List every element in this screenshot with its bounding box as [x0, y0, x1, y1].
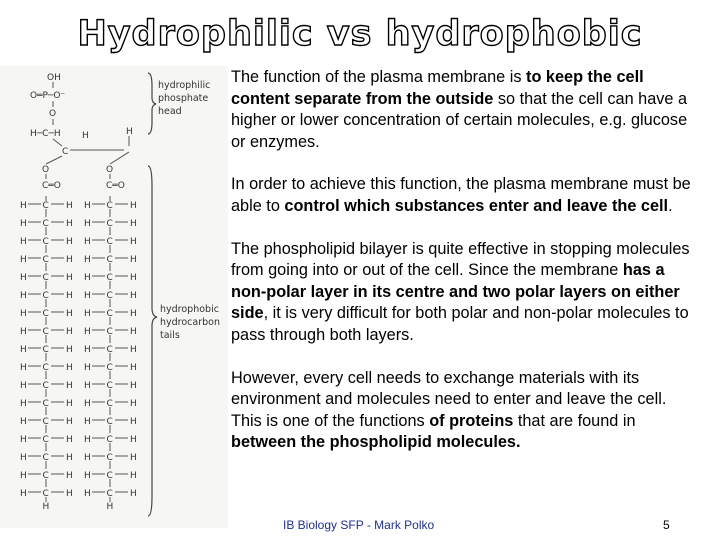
chain-right-carbon: C	[106, 363, 113, 373]
o-right-atom: O	[106, 165, 114, 175]
chain-left-carbon: C	[42, 327, 49, 337]
chain-right-carbon: C	[106, 381, 113, 391]
chain-left-h-right: H	[66, 201, 73, 211]
p1-text-a: The function of the plasma membrane is	[231, 68, 527, 86]
chain-right-h-left: H	[84, 201, 91, 211]
chain-left-h-right: H	[66, 219, 73, 229]
chain-right-h-right: H	[130, 399, 137, 409]
chain-left-h-left: H	[20, 435, 27, 445]
phosphate-head-group	[30, 73, 133, 191]
paragraph-function	[231, 67, 701, 153]
chain-right-h-right: H	[130, 381, 137, 391]
chain-left-h-left: H	[20, 255, 27, 265]
tail-label-line1: hydrophobic	[160, 304, 219, 315]
slide-title: Hydrophilic vs hydrophobic	[77, 14, 643, 54]
chain-left-carbon: C	[42, 201, 49, 211]
ester-oxygen: O	[49, 109, 57, 119]
chain-left-carbon: C	[42, 489, 49, 499]
chain-right-h-left: H	[84, 237, 91, 247]
p2-text-a: In order to achieve this function, the plasma membrane must be able to	[231, 175, 691, 215]
paragraph-control	[231, 174, 701, 217]
chain-right-h-right: H	[130, 363, 137, 373]
head-label-line3: head	[158, 106, 182, 117]
chain-left-h-right: H	[66, 291, 73, 301]
tail-label-line2: hydrocarbon	[160, 317, 220, 328]
head-label-line1: hydrophilic	[158, 80, 211, 91]
chain-right-h-left: H	[84, 219, 91, 229]
body-text	[231, 67, 701, 454]
chain-right-h-right: H	[130, 417, 137, 427]
chain-right-h-right: H	[130, 471, 137, 481]
chain-left-h-right: H	[66, 363, 73, 373]
chain-left-h-left: H	[20, 201, 27, 211]
chain-left-carbon: C	[42, 417, 49, 427]
chain-left-carbon: C	[42, 363, 49, 373]
page-number: 5	[663, 518, 670, 532]
chain-right-carbon: C	[106, 237, 113, 247]
chain-right-h-left: H	[84, 471, 91, 481]
phosphate-atoms: O═P─O⁻	[30, 91, 66, 101]
tail-bracket	[148, 166, 157, 516]
chain-right-h-left: H	[84, 345, 91, 355]
phospholipid-structure-diagram	[0, 66, 228, 528]
chain-right-carbon: C	[106, 201, 113, 211]
chain-right-carbon: C	[106, 273, 113, 283]
p2-text-c: .	[668, 196, 673, 215]
p4-text-c: that are found in	[513, 411, 636, 430]
carbonyl-left: C═O	[42, 181, 61, 191]
o-left-atom: O	[42, 165, 50, 175]
chain-left-h-left: H	[20, 399, 27, 409]
chain-left-carbon: C	[42, 237, 49, 247]
head-label-line2: phosphate	[158, 93, 209, 104]
chain-right-carbon: C	[106, 453, 113, 463]
oh-group: OH	[47, 73, 61, 83]
chain-right-h-left: H	[84, 453, 91, 463]
p1-text-bold: to keep the cell content separate from the outside	[231, 68, 644, 108]
chain-left-h-left: H	[20, 273, 27, 283]
chain-right-carbon: C	[106, 489, 113, 499]
chain-left-carbon: C	[42, 309, 49, 319]
chain-right-h-right: H	[130, 291, 137, 301]
chain-right-h-right: H	[130, 435, 137, 445]
chain-right-carbon: C	[106, 309, 113, 319]
chain-left-h-right: H	[66, 453, 73, 463]
chain-left-carbon: C	[42, 399, 49, 409]
p4-text-a: However, every cell needs to exchange materials with its environment and molecules need to enter and leave the cell. This is one of the functions	[231, 368, 667, 430]
chain-left-carbon: C	[42, 471, 49, 481]
p3-text-a: The phospholipid bilayer is quite effective in stopping molecules from going into or out of the cell. Since the membrane	[231, 239, 690, 280]
chain-right-carbon: C	[106, 399, 113, 409]
p3-text-c: , it is very difficult for both polar and non-polar molecules to pass through both layers.	[231, 304, 689, 344]
chain-right-h-left: H	[84, 291, 91, 301]
chain-right-h-left: H	[84, 381, 91, 391]
glycerol-carbon: C	[62, 147, 69, 157]
chain-right-carbon: C	[106, 345, 113, 355]
chain-left-h-left: H	[20, 453, 27, 463]
chain-left-h-right: H	[66, 237, 73, 247]
chain-left-h-right: H	[66, 399, 73, 409]
p4-text-bold-2: between the phospholipid molecules.	[231, 433, 521, 452]
chain-left-h-left: H	[20, 237, 27, 247]
ch2-group: H─C─H	[30, 129, 61, 139]
chain-left-h-left: H	[20, 327, 27, 337]
chain-left-h-right: H	[66, 381, 73, 391]
footer-credit: IB Biology SFP - Mark Polko	[283, 518, 435, 532]
chain-right-h-right: H	[130, 255, 137, 265]
chain-right-h-left: H	[84, 489, 91, 499]
chain-left-h-right: H	[66, 489, 73, 499]
chain-right-h-terminal: H	[106, 502, 114, 512]
chain-right-h-left: H	[84, 273, 91, 283]
chain-left-h-left: H	[20, 309, 27, 319]
chain-left-h-right: H	[66, 435, 73, 445]
p3-text-bold: has a non-polar layer in its centre and two polar layers on either side	[231, 261, 680, 323]
chain-right-h-right: H	[130, 237, 137, 247]
chain-left-carbon: C	[42, 291, 49, 301]
chain-left-h-right: H	[66, 471, 73, 481]
p2-text-bold: control which substances enter and leave the cell	[284, 196, 669, 215]
tail-label-line3: tails	[160, 330, 180, 341]
chain-left-h-left: H	[20, 291, 27, 301]
chain-left-h-terminal: H	[42, 502, 50, 512]
chain-left-h-left: H	[20, 489, 27, 499]
chain-left-carbon: C	[42, 255, 49, 265]
chain-right-carbon: C	[106, 471, 113, 481]
chain-left-carbon: C	[42, 453, 49, 463]
chain-right-h-right: H	[130, 489, 137, 499]
chain-right-h-left: H	[84, 255, 91, 265]
chain-right-h-left: H	[84, 435, 91, 445]
p1-text-c: so that the cell can have a higher or lower concentration of certain molecules, e.g. glucose or enzymes.	[231, 89, 688, 151]
chain-left-h-right: H	[66, 417, 73, 427]
phospholipid-formula	[0, 66, 228, 528]
chain-right-h-right: H	[130, 201, 137, 211]
chain-right-h-right: H	[130, 309, 137, 319]
paragraph-bilayer	[231, 239, 701, 347]
chain-right-h-left: H	[84, 309, 91, 319]
chain-left-h-left: H	[20, 417, 27, 427]
chain-left-carbon: C	[42, 219, 49, 229]
chain-right-carbon: C	[106, 417, 113, 427]
chain-left-h-right: H	[66, 345, 73, 355]
chain-left-h-right: H	[66, 255, 73, 265]
chain-right-carbon: C	[106, 327, 113, 337]
h-top-atom: H	[82, 131, 89, 141]
chain-right-h-left: H	[84, 363, 91, 373]
chain-right-h-right: H	[130, 219, 137, 229]
paragraph-proteins	[231, 368, 701, 454]
chain-right-h-right: H	[130, 327, 137, 337]
chain-left-carbon: C	[42, 345, 49, 355]
chain-left-h-left: H	[20, 219, 27, 229]
hydrocarbon-chains	[20, 196, 137, 512]
chain-left-carbon: C	[42, 273, 49, 283]
carbonyl-right: C═O	[106, 181, 125, 191]
chain-left-h-right: H	[66, 273, 73, 283]
chain-left-h-left: H	[20, 381, 27, 391]
chain-left-carbon: C	[42, 435, 49, 445]
head-bracket	[148, 73, 156, 134]
chain-right-h-left: H	[84, 417, 91, 427]
chain-right-h-left: H	[84, 327, 91, 337]
chain-left-h-left: H	[20, 471, 27, 481]
chain-right-h-right: H	[130, 453, 137, 463]
chain-right-h-right: H	[130, 345, 137, 355]
h-mid-atom: H	[126, 127, 133, 137]
chain-left-h-right: H	[66, 309, 73, 319]
chain-right-h-right: H	[130, 273, 137, 283]
chain-right-carbon: C	[106, 291, 113, 301]
chain-right-h-left: H	[84, 399, 91, 409]
chain-left-h-left: H	[20, 363, 27, 373]
chain-left-h-right: H	[66, 327, 73, 337]
p4-text-bold-1: of proteins	[429, 411, 514, 430]
chain-left-h-left: H	[20, 345, 27, 355]
chain-left-carbon: C	[42, 381, 49, 391]
chain-right-carbon: C	[106, 255, 113, 265]
chain-right-carbon: C	[106, 219, 113, 229]
chain-right-carbon: C	[106, 435, 113, 445]
